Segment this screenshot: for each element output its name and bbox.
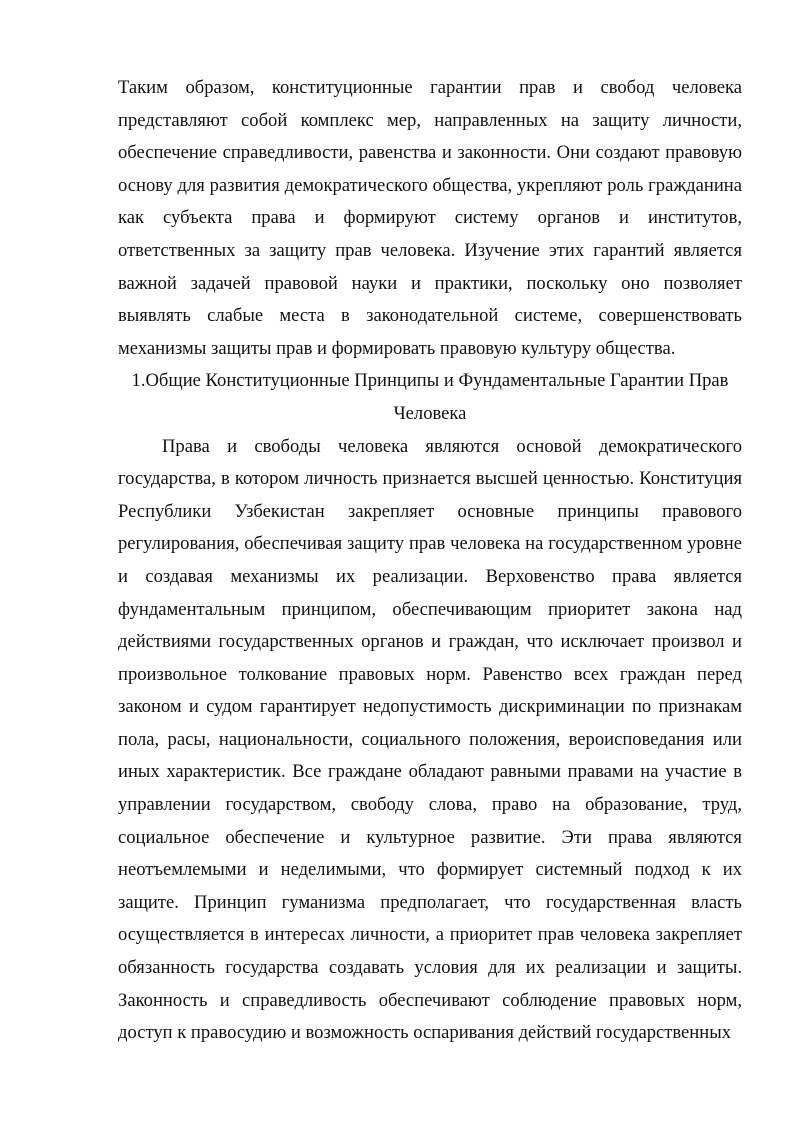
- paragraph-principles: Права и свободы человека являются основой демократического государства, в котором личность признается высшей ценностью. Конституция Республики Узбекистан закрепляет основные принципы правового регулирования, обеспечивая защиту прав человека на государственном уровне и создавая механизмы их реализации. Верховенство права является фундаментальным принципом, обеспечивающим приоритет закона над действиями государственных органов и граждан, что исключает произвол и произвольное толкование правовых норм. Равенство всех граждан перед законом и судом гарантирует недопустимость дискриминации по признакам пола, расы, национальности, социального положения, вероисповедания или иных характеристик. Все граждане обладают равными правами на участие в управлении государством, свободу слова, право на образование, труд, социальное обеспечение и культурное развитие. Эти права являются неотъемлемыми и неделимыми, что формирует системный подход к их защите. Принцип гуманизма предполагает, что государственная власть осуществляется в интересах личности, а приоритет прав человека закрепляет обязанность государства создавать условия для их реализации и защиты. Законность и справедливость обеспечивают соблюдение правовых норм, доступ к правосудию и возможность оспаривания действий государственных: [118, 435, 742, 1044]
- paragraph-conclusion: Таким образом, конституционные гарантии прав и свобод человека представляют собой комплекс мер, направленных на защиту личности, обеспечение справедливости, равенства и законности. Они создают правовую основу для развития демократического общества, укрепляют роль гражданина как субъекта права и формируют систему органов и институтов, ответственных за защиту прав человека. Изучение этих гарантий является важной задачей правовой науки и практики, поскольку оно позволяет выявлять слабые места в законодательной системе, совершенствовать механизмы защиты прав и формировать правовую культуру общества.: [118, 77, 742, 359]
- section-heading: 1.Общие Конституционные Принципы и Фундаментальные Гарантии Прав Человека: [131, 370, 729, 424]
- page-content: [118, 72, 742, 1050]
